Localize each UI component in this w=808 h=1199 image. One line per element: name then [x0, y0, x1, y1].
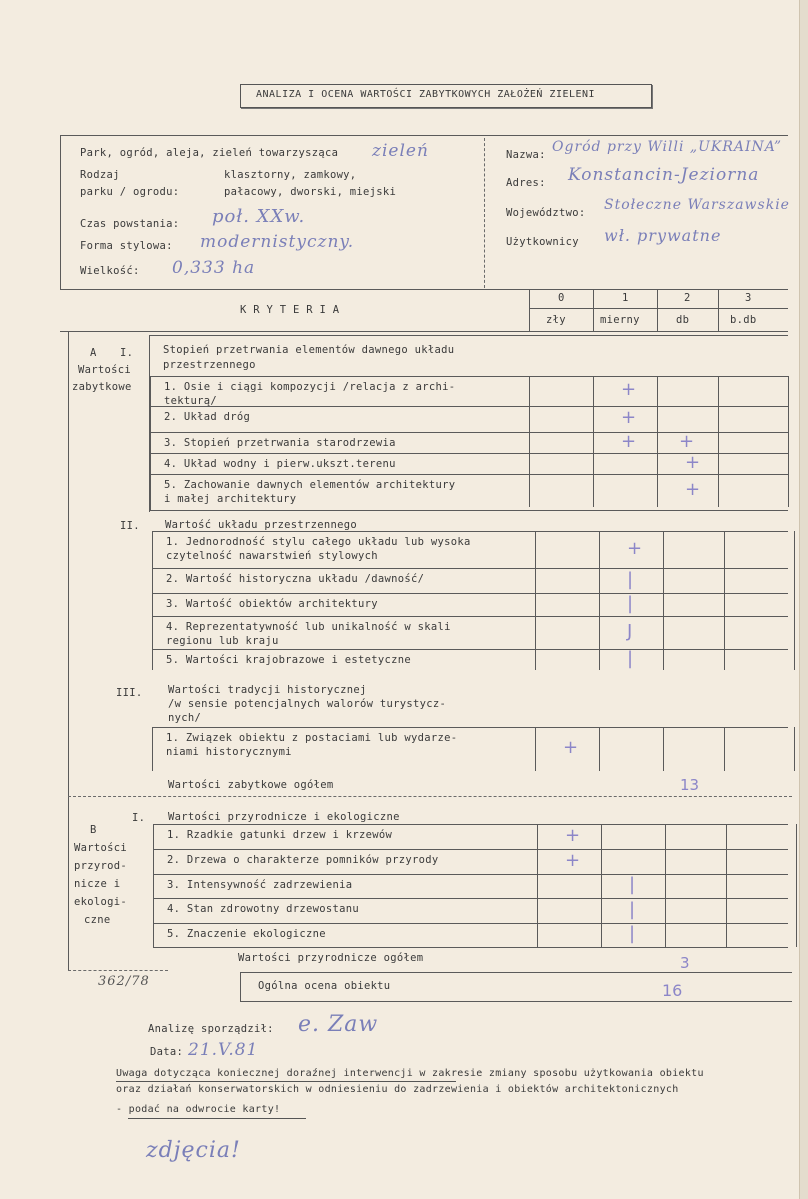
- note-underline-1: [116, 1081, 456, 1082]
- uzytkownicy-label: Użytkownicy: [506, 236, 579, 248]
- grade-1: mierny: [600, 314, 640, 326]
- a-cell-border-2: [663, 568, 664, 593]
- b-total-label: Wartości przyrodnicze ogółem: [238, 952, 424, 964]
- section-a-label: A: [90, 347, 97, 359]
- section-b-i-label: I.: [132, 812, 146, 824]
- a-item-label: 2. Wartość historyczna układu /dawność/: [166, 573, 425, 585]
- a-cell-border-3: [718, 406, 719, 432]
- note-line-2: oraz działań konserwatorskich w odniesieniu do zadrzewienia i obiektów architektonicznych: [116, 1084, 679, 1095]
- author-signature: e. Zaw: [298, 1012, 379, 1037]
- b-score-mark: |: [629, 923, 636, 944]
- b-cell-border-0: [537, 849, 538, 874]
- section-b-side-line: przyrod-: [74, 860, 127, 872]
- a-cell-border-0: [529, 474, 530, 507]
- b-cell-border-3: [726, 849, 727, 874]
- b-cell-border-1: [601, 898, 602, 923]
- a-cell-border-2: [663, 593, 664, 616]
- a-cell-border-3: [724, 727, 725, 771]
- grade-0: zły: [546, 314, 566, 326]
- a-score-mark: +: [627, 537, 643, 559]
- forma-value: modernistyczny.: [200, 232, 355, 252]
- b-cell-border-1: [601, 874, 602, 898]
- a-item-label: 5. Wartości krajobrazowe i estetyczne: [166, 654, 411, 666]
- a-cell-border-4: [788, 474, 789, 507]
- score-3: 3: [745, 292, 752, 304]
- a-score-mark: |: [627, 648, 634, 669]
- b-item-label: 2. Drzewa o charakterze pomników przyrody: [167, 854, 439, 866]
- section-b-side-line: Wartości: [74, 842, 127, 854]
- score-0: 0: [558, 292, 565, 304]
- score-2: 2: [684, 292, 691, 304]
- section-b-side-line: nicze i: [74, 878, 121, 890]
- a-cell-border-4: [794, 593, 795, 616]
- uzytkownicy-value: wł. prywatne: [604, 226, 722, 245]
- a-item-label: czytelność nawarstwień stylowych: [166, 550, 378, 562]
- section-a-iii-label: III.: [116, 687, 143, 699]
- a-cell-border-4: [788, 453, 789, 474]
- a-row-line: [152, 531, 788, 532]
- header-mid-line: [529, 308, 788, 309]
- a-row-line: [150, 376, 788, 377]
- section-a-ii-label: II.: [120, 520, 140, 532]
- adres-value: Konstancin-Jeziorna: [568, 165, 760, 185]
- czas-value: poł. XXw.: [212, 206, 306, 227]
- b-score-mark: |: [629, 898, 636, 920]
- a-row-line: [152, 593, 788, 594]
- kryteria-heading: K R Y T E R I A: [240, 304, 340, 316]
- header-bottom-line: [60, 331, 788, 332]
- header-top-line: [60, 289, 788, 290]
- a-cell-border-4: [794, 568, 795, 593]
- b-cell-border-3: [726, 898, 727, 923]
- a-item-label: 5. Zachowanie dawnych elementów architektury: [164, 479, 456, 491]
- rodzaj-options-2: pałacowy, dworski, miejski: [224, 186, 397, 198]
- a-total-value: 13: [680, 776, 700, 794]
- a-cell-border-1: [593, 432, 594, 453]
- b-cell-border-2: [665, 849, 666, 874]
- nazwa-label: Nazwa:: [506, 149, 546, 161]
- a-cell-border-0: [535, 593, 536, 616]
- a-cell-border-4: [794, 727, 795, 771]
- info-left-line: [60, 135, 61, 290]
- a-cell-border-3: [718, 376, 719, 406]
- a-row-line: [152, 616, 788, 617]
- b-cell-border-4: [796, 849, 797, 874]
- a-cell-border-0: [535, 531, 536, 568]
- note-underline-3: [128, 1118, 306, 1119]
- section-ii-top-line: [149, 510, 788, 511]
- header-col-2: [657, 289, 658, 331]
- section-i-heading-2: przestrzennego: [163, 359, 256, 371]
- b-item-label: 1. Rzadkie gatunki drzew i krzewów: [167, 829, 393, 841]
- forma-label: Forma stylowa:: [80, 240, 173, 252]
- a-cell-border-1: [593, 453, 594, 474]
- info-top-line: [60, 135, 788, 136]
- a-cell-border-1: [599, 649, 600, 670]
- a-score-mark: |: [627, 592, 634, 614]
- section-iii-heading-2: /w sensie potencjalnych walorów turystycz-: [168, 698, 447, 710]
- section-iii-heading-1: Wartości tradycji historycznej: [168, 684, 367, 696]
- b-score-mark: |: [629, 874, 636, 895]
- wojewodztwo-value: Stołeczne Warszawskie: [604, 197, 790, 213]
- b-row-line: [153, 923, 788, 924]
- paper-edge: [799, 0, 808, 1199]
- rodzaj-label-2: parku / ogrodu:: [80, 186, 180, 198]
- rodzaj-options-1: klasztorny, zamkowy,: [224, 169, 357, 181]
- type-label: Park, ogród, aleja, zieleń towarzysząca: [80, 147, 339, 159]
- rodzaj-label-1: Rodzaj: [80, 169, 120, 181]
- note-line-3: - podać na odwrocie karty!: [116, 1104, 281, 1115]
- score-1: 1: [622, 292, 629, 304]
- a-score-mark: +: [621, 379, 637, 400]
- section-b-label: B: [90, 824, 97, 836]
- a-cell-border-3: [724, 649, 725, 670]
- a-cell-border-4: [794, 649, 795, 670]
- section-b-top-line: [153, 824, 788, 825]
- a-total-label: Wartości zabytkowe ogółem: [168, 779, 334, 791]
- section-b-heading: Wartości przyrodnicze i ekologiczne: [168, 811, 400, 823]
- b-cell-border-0: [537, 898, 538, 923]
- section-b-side-line: ekologi-: [74, 896, 127, 908]
- a-cell-border-0: [535, 568, 536, 593]
- grade-2: db: [676, 314, 690, 326]
- date-value: 21.V.81: [188, 1040, 259, 1060]
- a-score-mark: +: [685, 452, 701, 473]
- a-cell-border-1: [599, 616, 600, 649]
- b-cell-border-2: [665, 898, 666, 923]
- overall-value: 16: [662, 981, 683, 1000]
- a-cell-border-0: [529, 453, 530, 474]
- a-item-label: 1. Osie i ciągi kompozycji /relacja z archi-: [164, 381, 456, 393]
- a-item-label: tekturą/: [164, 395, 217, 407]
- a-score-mark: +: [679, 431, 695, 452]
- a-cell-border-0: [535, 616, 536, 649]
- a-cell-border-1: [593, 474, 594, 507]
- a-cell-border-2: [657, 376, 658, 406]
- b-cell-border-1: [601, 824, 602, 849]
- a-cell-border-3: [718, 453, 719, 474]
- a-cell-border-2: [663, 727, 664, 771]
- a-cell-border-1: [593, 406, 594, 432]
- a-score-mark: +: [621, 431, 637, 452]
- grade-3: b.db: [730, 314, 757, 326]
- b-cell-border-4: [796, 923, 797, 947]
- a-cell-border-0: [529, 376, 530, 406]
- a-cell-border-3: [724, 593, 725, 616]
- a-items-i-left-line: [150, 376, 151, 510]
- a-cell-border-4: [788, 376, 789, 406]
- section-i-top-line: [149, 335, 788, 336]
- a-cell-border-3: [718, 432, 719, 453]
- a-cell-border-0: [535, 727, 536, 771]
- b-row-line: [153, 898, 788, 899]
- overall-left-line: [240, 972, 241, 1001]
- a-cell-border-0: [529, 406, 530, 432]
- b-criteria-left-line: [153, 824, 154, 947]
- b-cell-border-3: [726, 923, 727, 947]
- section-a-side-1: Wartości: [78, 364, 131, 376]
- b-cell-border-0: [537, 824, 538, 849]
- b-row-line: [153, 874, 788, 875]
- section-a-i-label: I.: [120, 347, 134, 359]
- a-row-line: [152, 568, 788, 569]
- section-iii-heading-3: nych/: [168, 712, 202, 724]
- document-number: 362/78: [98, 974, 150, 989]
- header-col-3: [718, 289, 719, 331]
- a-item-label: 2. Układ dróg: [164, 411, 251, 423]
- b-score-mark: +: [565, 849, 581, 871]
- a-item-label: 1. Jednorodność stylu całego układu lub wysoka: [166, 536, 471, 548]
- a-score-mark: +: [563, 737, 579, 758]
- b-total-value: 3: [680, 954, 690, 972]
- b-cell-border-3: [726, 824, 727, 849]
- section-b-bottom-line: [153, 947, 788, 948]
- a-cell-border-4: [788, 406, 789, 432]
- page-title: ANALIZA I OCENA WARTOŚCI ZABYTKOWYCH ZAŁOŻEŃ ZIELENI: [256, 89, 596, 100]
- a-cell-border-2: [663, 531, 664, 568]
- b-cell-border-0: [537, 874, 538, 898]
- b-cell-border-1: [601, 849, 602, 874]
- a-row-line: [152, 727, 788, 728]
- b-score-mark: +: [565, 824, 581, 846]
- a-score-mark: +: [685, 478, 701, 500]
- b-cell-border-4: [796, 824, 797, 849]
- a-row-line: [152, 649, 788, 650]
- a-item-label: 1. Związek obiektu z postaciami lub wydarze-: [166, 732, 458, 744]
- a-cell-border-0: [529, 432, 530, 453]
- a-cell-border-3: [724, 568, 725, 593]
- b-cell-border-2: [665, 824, 666, 849]
- b-cell-border-4: [796, 898, 797, 923]
- a-item-label: 3. Wartość obiektów architektury: [166, 598, 378, 610]
- b-cell-border-4: [796, 874, 797, 898]
- a-cell-border-2: [663, 616, 664, 649]
- overall-label: Ogólna ocena obiektu: [258, 980, 391, 992]
- a-cell-border-1: [599, 531, 600, 568]
- a-item-label: 3. Stopień przetrwania starodrzewia: [164, 437, 396, 449]
- b-bottom-dashes: [68, 970, 168, 971]
- a-row-line: [150, 474, 788, 475]
- wojewodztwo-label: Województwo:: [506, 207, 586, 219]
- a-cell-border-4: [788, 432, 789, 453]
- b-item-label: 4. Stan zdrowotny drzewostanu: [167, 903, 360, 915]
- section-a-side-2: zabytkowe: [72, 381, 132, 393]
- b-cell-border-2: [665, 923, 666, 947]
- section-ii-heading: Wartość układu przestrzennego: [165, 519, 358, 531]
- czas-label: Czas powstania:: [80, 218, 180, 230]
- header-col-1: [593, 289, 594, 331]
- overall-top-line: [240, 972, 792, 973]
- b-item-label: 5. Znaczenie ekologiczne: [167, 928, 326, 940]
- a-score-mark: +: [621, 407, 637, 428]
- b-row-line: [153, 849, 788, 850]
- adres-label: Adres:: [506, 177, 546, 189]
- a-cell-border-4: [794, 531, 795, 568]
- info-divider: [484, 138, 485, 288]
- a-score-mark: |: [627, 568, 634, 590]
- type-value: zieleń: [372, 141, 429, 161]
- a-items-iii-left-line: [152, 727, 153, 771]
- a-score-mark: J: [627, 620, 633, 642]
- a-outer-left-line: [68, 331, 69, 971]
- b-cell-border-2: [665, 874, 666, 898]
- b-item-label: 3. Intensywność zadrzewienia: [167, 879, 353, 891]
- a-item-label: 4. Reprezentatywność lub unikalność w skali: [166, 621, 451, 633]
- b-cell-border-1: [601, 923, 602, 947]
- a-cell-border-2: [657, 432, 658, 453]
- note-line-1: Uwaga dotycząca koniecznej doraźnej interwencji w zakresie zmiany sposobu użytkowania obiektu: [116, 1068, 704, 1079]
- wielkosc-value: 0,333 ha: [172, 258, 256, 278]
- a-item-label: regionu lub kraju: [166, 635, 279, 647]
- a-cell-border-3: [718, 474, 719, 507]
- a-cell-border-2: [663, 649, 664, 670]
- a-item-label: niami historycznymi: [166, 746, 292, 758]
- wielkosc-label: Wielkość:: [80, 265, 140, 277]
- a-row-line: [150, 406, 788, 407]
- b-cell-border-0: [537, 923, 538, 947]
- section-i-heading-1: Stopień przetrwania elementów dawnego układu: [163, 344, 455, 356]
- a-cell-border-3: [724, 616, 725, 649]
- b-cell-border-3: [726, 874, 727, 898]
- a-item-label: i małej architektury: [164, 493, 297, 505]
- a-cell-border-1: [599, 568, 600, 593]
- a-cell-border-1: [599, 727, 600, 771]
- section-b-side-line: czne: [84, 914, 111, 926]
- a-total-separator: [68, 796, 792, 797]
- author-label: Analizę sporządził:: [148, 1023, 274, 1035]
- nazwa-value: Ogród przy Willi „UKRAINA”: [552, 139, 783, 155]
- zdjecia-note: zdjęcia!: [146, 1138, 241, 1163]
- a-item-label: 4. Układ wodny i pierw.ukszt.terenu: [164, 458, 396, 470]
- header-col-0: [529, 289, 530, 331]
- a-cell-border-3: [724, 531, 725, 568]
- overall-bottom-line: [240, 1001, 792, 1002]
- a-cell-border-4: [794, 616, 795, 649]
- a-cell-border-1: [593, 376, 594, 406]
- a-cell-border-1: [599, 593, 600, 616]
- a-cell-border-2: [657, 453, 658, 474]
- date-label: Data:: [150, 1046, 184, 1058]
- a-cell-border-2: [657, 406, 658, 432]
- a-cell-border-2: [657, 474, 658, 507]
- a-cell-border-0: [535, 649, 536, 670]
